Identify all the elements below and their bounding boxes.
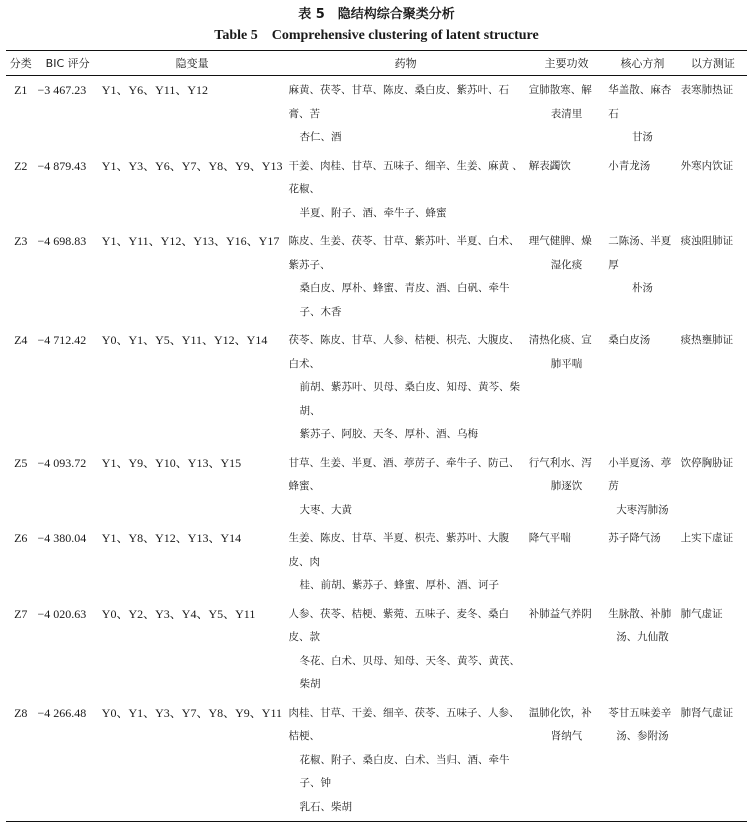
cell-drugs <box>284 76 526 152</box>
cell-formula-line: 汤、九仙散 <box>616 631 669 643</box>
cell-effect-line: 肺平喘 <box>550 357 583 370</box>
cell-effect-line: 清热化痰、宣 <box>528 334 592 346</box>
cell-drugs-line: 乳石、柴胡 <box>299 800 352 813</box>
cell-drugs-line: 冬花、白术、贝母、知母、天冬、黄芩、黄芪、柴胡 <box>299 654 520 690</box>
cell-formula-line: 生脉散、补肺 <box>608 607 672 620</box>
cell-drugs-line: 人参、茯苓、桔梗、紫菀、五味子、麦冬、桑白皮、款 <box>288 607 509 643</box>
cell-class: Z3 <box>14 234 28 248</box>
cell-syndrome: 痰热壅肺证 <box>680 334 734 346</box>
cell-drugs <box>284 524 526 600</box>
cell-effect-line: 补肺益气养阴 <box>528 607 592 620</box>
cell-effect <box>527 326 606 449</box>
cell-drugs <box>284 326 526 449</box>
cell-drugs-line: 桑白皮、厚朴、蜂蜜、青皮、酒、白矾、牵牛子、木香 <box>299 282 510 318</box>
cell-drugs <box>284 699 526 822</box>
cell-drugs <box>284 449 526 525</box>
caption-english: Table 5 Comprehensive clustering of latent structure <box>214 28 539 43</box>
cell-effect <box>527 600 606 699</box>
header-bic: BIC 评分 <box>45 57 90 70</box>
table-row <box>6 699 747 822</box>
cell-effect <box>527 152 606 228</box>
cell-bic-score: −4 712.42 <box>37 333 87 347</box>
cell-drugs-line: 桂、前胡、紫苏子、蜂蜜、厚朴、酒、诃子 <box>299 579 499 591</box>
cell-effect-line: 行气利水、泻 <box>528 456 592 469</box>
table-row <box>6 152 747 228</box>
header-formula: 核心方剂 <box>620 57 665 70</box>
header-effect: 主要功效 <box>544 57 589 70</box>
cell-syndrome: 上实下虚证 <box>680 532 734 544</box>
cell-effect <box>527 699 606 822</box>
table-row <box>6 600 747 699</box>
cell-formula <box>606 524 678 600</box>
cell-effect-line: 湿化痰 <box>550 258 583 271</box>
cell-class: Z5 <box>14 455 28 470</box>
cell-effect-line: 降气平喘 <box>528 532 571 544</box>
cell-formula-line: 大枣泻肺汤 <box>616 503 669 516</box>
cell-bic-score: −4 020.63 <box>37 606 87 621</box>
cell-formula-line: 甘汤 <box>631 131 653 143</box>
cell-bic-score: −4 698.83 <box>37 234 87 248</box>
cell-drugs-line: 前胡、紫苏叶、贝母、桑白皮、知母、黄芩、柴胡、 <box>299 381 520 417</box>
cell-latent-vars: Y1、Y9、Y10、Y13、Y15 <box>101 455 242 470</box>
cell-formula-line: 小青龙汤 <box>608 159 651 172</box>
cell-drugs-line: 干姜、肉桂、甘草、五味子、细辛、生姜、麻黄 、花椒、 <box>288 159 523 195</box>
cell-formula-line: 苓甘五味姜辛 <box>608 706 672 719</box>
cell-latent-vars: Y1、Y3、Y6、Y7、Y8、Y9、Y13 <box>101 158 283 173</box>
header-latent-vars: 隐变量 <box>175 57 209 70</box>
cell-effect-line: 肾纳气 <box>550 730 583 742</box>
cell-formula-line: 二陈汤、半夏厚 <box>608 235 672 271</box>
cell-class: Z7 <box>14 606 28 621</box>
cell-effect-line: 解表蠲饮 <box>528 159 571 172</box>
cell-effect-line: 温肺化饮，补 <box>528 706 592 719</box>
cell-drugs-line: 陈皮、生姜、茯苓、甘草、紫苏叶、半夏、白术、紫苏子、 <box>288 235 520 271</box>
cell-syndrome: 痰浊阻肺证 <box>680 235 734 247</box>
cell-class: Z6 <box>14 531 28 545</box>
cell-bic-score: −4 266.48 <box>37 705 87 720</box>
cell-effect <box>527 449 606 525</box>
cell-drugs-line: 紫苏子、阿胶、天冬、厚朴、酒、乌梅 <box>299 428 478 440</box>
cell-drugs <box>284 227 526 326</box>
cell-latent-vars: Y1、Y8、Y12、Y13、Y14 <box>101 531 242 545</box>
cell-class: Z1 <box>14 83 28 97</box>
cell-formula <box>606 326 678 449</box>
table-caption <box>0 0 753 46</box>
header-syndrome: 以方测证 <box>690 57 735 70</box>
cell-formula <box>606 699 678 822</box>
header-drugs: 药物 <box>394 57 417 70</box>
cell-drugs-line: 半夏、附子、酒、牵牛子、蜂蜜 <box>299 206 447 219</box>
cell-syndrome: 表寒肺热证 <box>680 84 734 96</box>
cell-bic-score: −4 093.72 <box>37 455 87 470</box>
cell-effect-line: 表清里 <box>550 107 583 120</box>
cell-effect-line: 理气健脾、燥 <box>528 235 592 247</box>
cell-drugs-line: 麻黄、茯苓、甘草、陈皮、桑白皮、紫苏叶、石膏、苦 <box>288 84 509 120</box>
cell-drugs-line: 肉桂、甘草、干姜、细辛、茯苓、五味子、人参、桔梗、 <box>288 706 520 742</box>
cell-formula-line: 华盖散、麻杏石 <box>608 84 672 120</box>
cell-latent-vars: Y0、Y1、Y5、Y11、Y12、Y14 <box>101 333 268 347</box>
table-row <box>6 326 747 449</box>
cell-formula <box>606 152 678 228</box>
cell-effect-line: 宣肺散寒、解 <box>528 84 592 96</box>
cell-formula <box>606 227 678 326</box>
cell-formula-line: 朴汤 <box>631 282 653 294</box>
cell-bic-score: −4 879.43 <box>37 158 87 173</box>
cell-syndrome: 饮停胸胁证 <box>680 456 734 469</box>
cell-bic-score: −4 380.04 <box>37 531 87 545</box>
cell-drugs-line: 花椒、附子、桑白皮、白术、当归、酒、牵牛子、钟 <box>299 753 510 789</box>
cell-effect <box>527 76 606 152</box>
cell-formula <box>606 600 678 699</box>
cell-bic-score: −3 467.23 <box>37 83 87 97</box>
cell-drugs-line: 甘草、生姜、半夏、酒、葶苈子、牵牛子、防己、蜂蜜、 <box>288 456 520 492</box>
cell-class: Z4 <box>14 333 28 347</box>
cell-class: Z2 <box>14 158 28 173</box>
cell-latent-vars: Y1、Y11、Y12、Y13、Y16、Y17 <box>101 234 280 248</box>
cell-drugs-line: 茯苓、陈皮、甘草、人参、桔梗、枳壳、大腹皮、白术、 <box>288 334 520 370</box>
cell-syndrome: 外寒内饮证 <box>680 159 734 172</box>
cell-syndrome: 肺肾气虚证 <box>680 706 734 719</box>
cell-formula-line: 汤、参附汤 <box>616 730 669 742</box>
header-class: 分类 <box>9 57 32 70</box>
cell-formula-line: 苏子降气汤 <box>608 532 661 544</box>
cell-formula-line: 桑白皮汤 <box>608 334 651 346</box>
cell-syndrome: 肺气虚证 <box>680 607 723 620</box>
cell-drugs-line: 杏仁、酒 <box>299 131 342 143</box>
table-row <box>6 449 747 525</box>
cell-drugs <box>284 600 526 699</box>
table-row <box>6 76 747 152</box>
cell-class: Z8 <box>14 705 28 720</box>
cell-effect <box>527 524 606 600</box>
cell-formula <box>606 76 678 152</box>
cell-latent-vars: Y0、Y1、Y3、Y7、Y8、Y9、Y11 <box>101 705 283 720</box>
cell-formula <box>606 449 678 525</box>
cell-latent-vars: Y1、Y6、Y11、Y12 <box>101 83 209 97</box>
cell-effect-line: 肺逐饮 <box>550 480 583 492</box>
table-row <box>6 227 747 326</box>
cell-drugs-line: 大枣、大黄 <box>299 503 352 516</box>
cell-drugs-line: 生姜、陈皮、甘草、半夏、枳壳、紫苏叶、大腹皮、肉 <box>288 532 509 568</box>
cell-effect <box>527 227 606 326</box>
latent-structure-table <box>6 50 747 822</box>
cell-latent-vars: Y0、Y2、Y3、Y4、Y5、Y11 <box>101 606 256 621</box>
cell-formula-line: 小半夏汤、葶苈 <box>608 456 672 492</box>
table-header-row <box>6 51 747 76</box>
table-row <box>6 524 747 600</box>
caption-chinese: 表 5 隐结构综合聚类分析 <box>298 7 455 22</box>
cell-drugs <box>284 152 526 228</box>
